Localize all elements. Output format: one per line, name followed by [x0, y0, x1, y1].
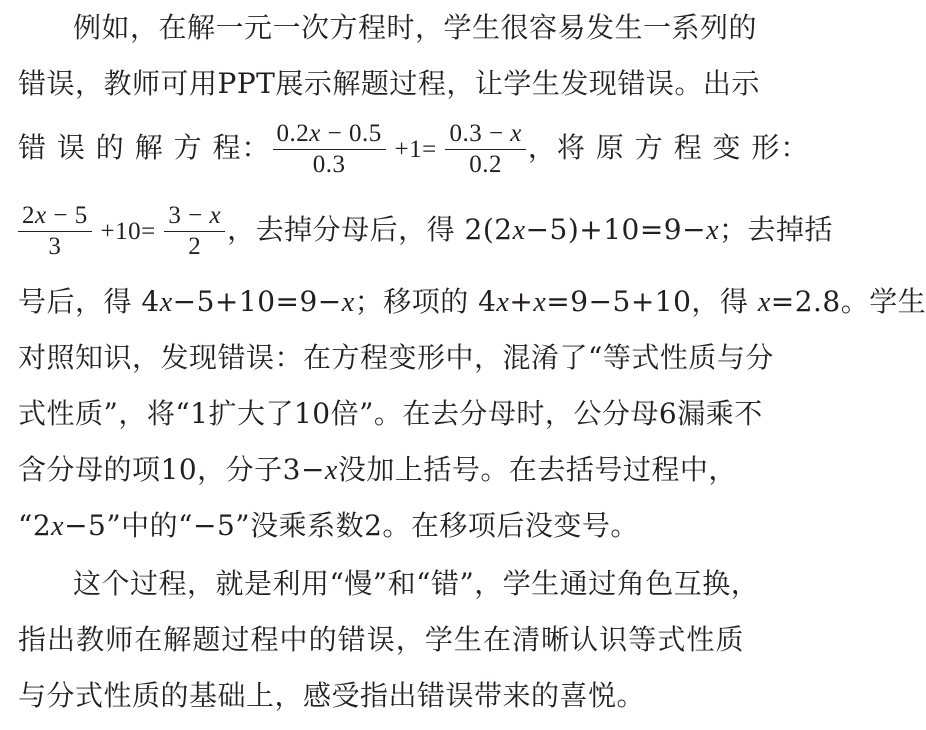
equation2-right-denominator: 2	[188, 233, 202, 260]
eq1-right-num-var: x	[510, 120, 522, 147]
equation1-left-fraction	[273, 120, 386, 179]
equation1-right-fraction	[445, 120, 525, 179]
eq2-left-num-a: 2	[22, 202, 35, 229]
paragraph1-line9	[18, 508, 744, 545]
line5-var2: x	[341, 287, 355, 318]
paragraph1-line5	[18, 284, 926, 321]
line9-a: “2	[18, 509, 52, 542]
line8-var: x	[324, 455, 338, 486]
eq1-left-num-var: x	[309, 120, 321, 147]
line4-text-a: ，去掉分母后，得 2(2	[227, 213, 513, 246]
line9-var: x	[51, 511, 65, 542]
line8-a: 含分母的项10，分子3−	[18, 453, 325, 486]
line4-text-c: ；去掉括	[719, 213, 834, 246]
paragraph1-line6: 对照知识，发现错误：在方程变形中，混淆了“等式性质与分	[18, 341, 774, 374]
line3-text-a: 错 误 的 解 方 程：	[18, 131, 271, 164]
eq1-left-num-b: − 0.5	[320, 120, 382, 147]
equation2-plus: +10=	[93, 218, 163, 245]
line5-d: +	[509, 285, 534, 318]
equation1-plus: +1=	[387, 136, 444, 163]
line5-var1: x	[159, 287, 173, 318]
eq1-right-num-a: 0.3 −	[449, 120, 511, 147]
eq2-right-num-a: 3 −	[168, 202, 210, 229]
paragraph2-line1: 这个过程，就是利用“慢”和“错”，学生通过角色互换，	[73, 567, 760, 600]
eq2-left-num-var: x	[35, 202, 47, 229]
line5-var4: x	[533, 287, 547, 318]
equation1-right-numerator	[445, 120, 525, 150]
equation2-left-fraction	[18, 202, 92, 261]
line4-text-b: −5)+10=9−	[525, 213, 707, 246]
equation1-right-denominator: 0.2	[469, 151, 503, 178]
paragraph1-line4	[18, 202, 834, 262]
equation2-left-denominator: 3	[48, 233, 62, 260]
line4-var2: x	[706, 215, 720, 246]
equation2-left-numerator	[18, 202, 92, 232]
equation2-right-fraction	[164, 202, 225, 261]
paragraph1-line1: 例如，在解一元一次方程时，学生很容易发生一系列的	[73, 11, 758, 44]
line5-e: =9−5+10，得	[546, 285, 758, 318]
paragraph1-line7: 式性质”，将“1扩大了10倍”。在去分母时，公分母6漏乘不	[18, 397, 763, 430]
line5-b: −5+10=9−	[172, 285, 342, 318]
eq2-left-num-b: − 5	[46, 202, 88, 229]
paragraph1-line8	[18, 452, 744, 489]
paragraph2-line3: 与分式性质的基础上，感受指出错误带来的喜悦。	[18, 679, 646, 712]
line5-f: =2.8。学生	[770, 285, 926, 318]
line5-var3: x	[496, 287, 510, 318]
line4-var1: x	[512, 215, 526, 246]
paragraph1-line2: 错误，教师可用PPT展示解题过程，让学生发现错误。出示	[18, 67, 760, 100]
line8-b: 没加上括号。在去括号过程中，	[337, 453, 737, 486]
eq2-right-num-var: x	[209, 202, 222, 229]
eq1-left-num-a: 0.2	[276, 120, 310, 147]
equation1-left-denominator: 0.3	[312, 151, 346, 178]
line5-c: ；移项的 4	[354, 285, 497, 318]
line5-a: 号后，得 4	[18, 285, 160, 318]
line3-text-b: ，将 原 方 程 变 形：	[527, 131, 810, 164]
equation2-right-numerator	[164, 202, 225, 232]
paragraph2-line2: 指出教师在解题过程中的错误，学生在清晰认识等式性质	[18, 623, 744, 656]
line5-var5: x	[757, 287, 771, 318]
equation1-left-numerator	[273, 120, 386, 150]
paragraph1-line3	[18, 120, 810, 180]
line9-b: −5”中的“−5”没乘系数2。在移项后没变号。	[64, 509, 639, 542]
